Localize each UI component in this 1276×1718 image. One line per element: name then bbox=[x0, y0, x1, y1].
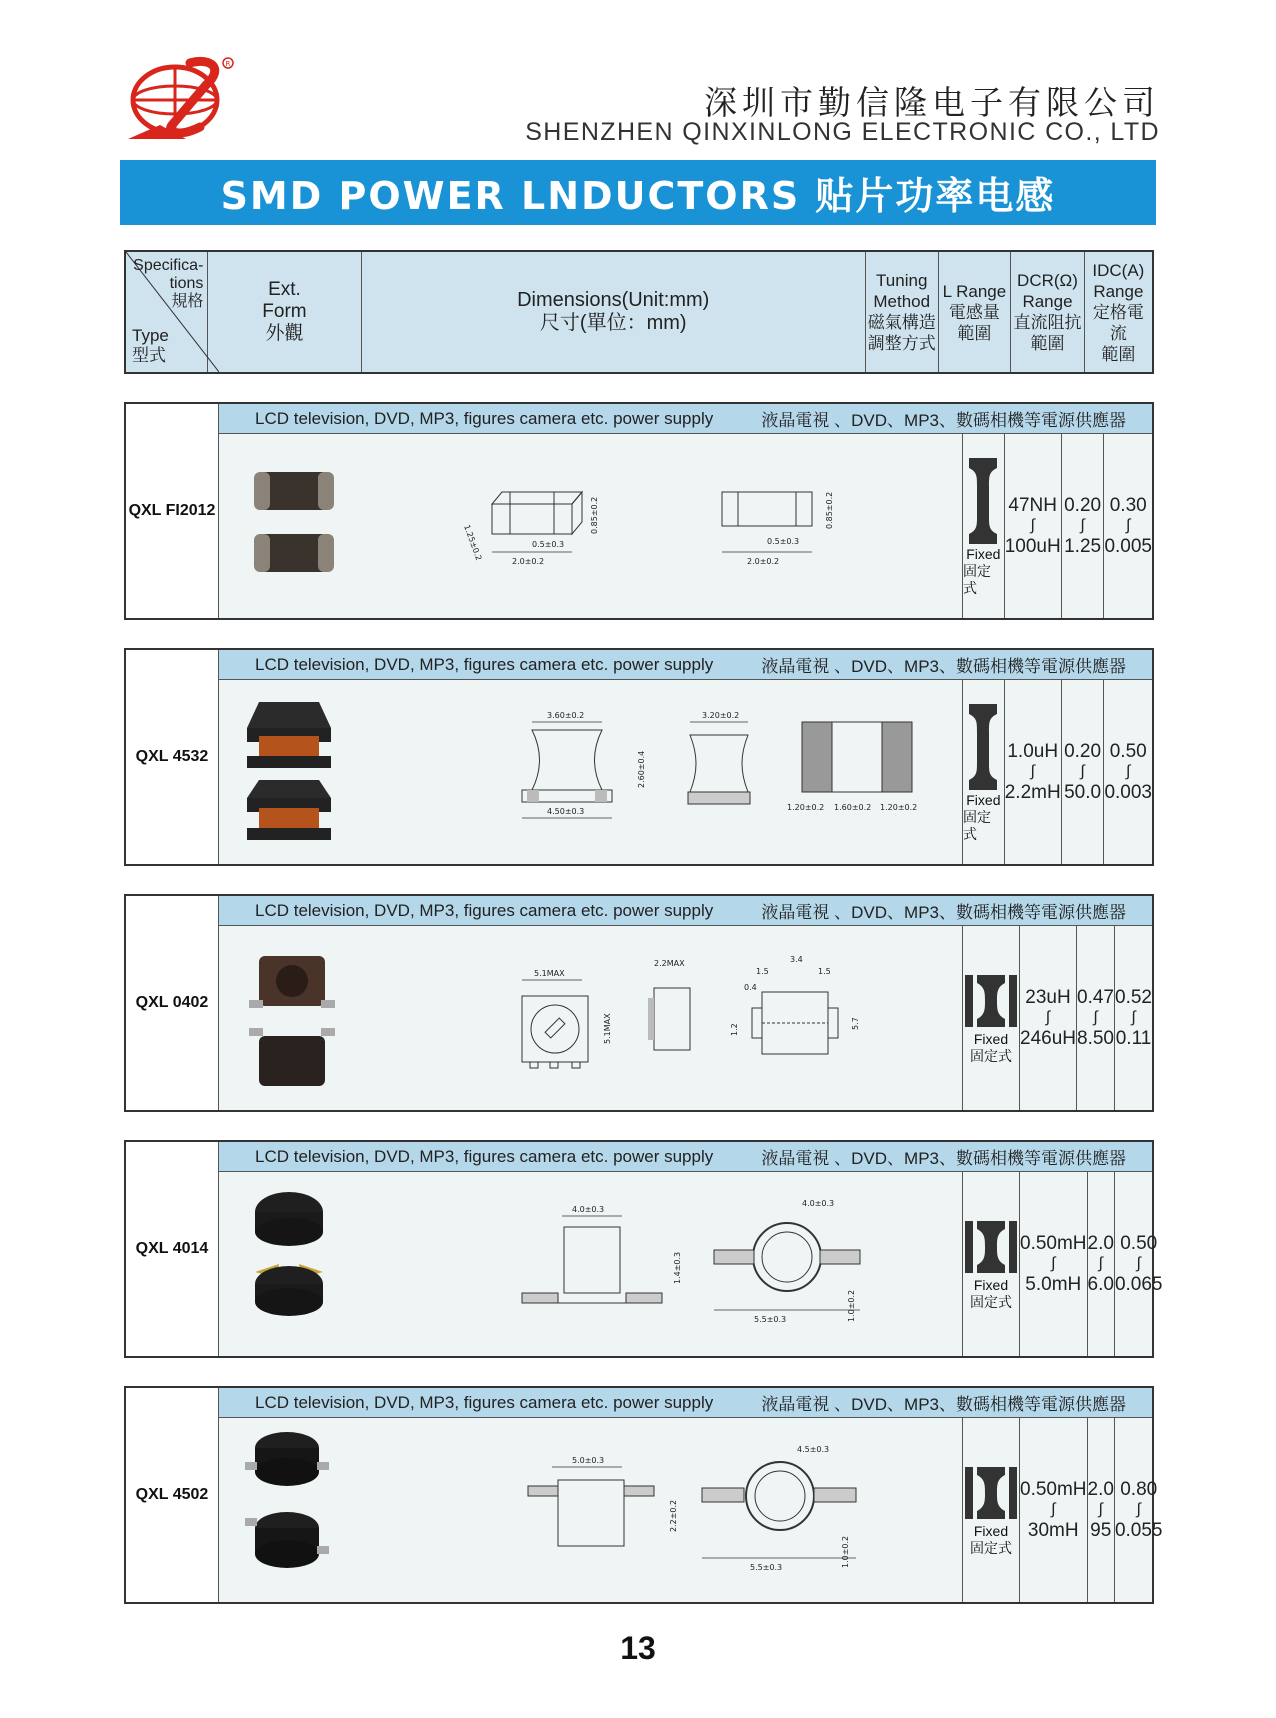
dimension-drawing bbox=[392, 926, 962, 1110]
dcr-label-line: 範圍 bbox=[1030, 334, 1065, 353]
dim-label: 1.20±0.2 bbox=[787, 803, 825, 812]
l-range-cell bbox=[1020, 926, 1077, 1110]
tuning-en: Fixed bbox=[966, 791, 1001, 808]
tuning-cn: 固定式 bbox=[970, 1294, 1012, 1310]
application-cn: 液晶電視 、DVD、MP3、數碼相機等電源供應器 bbox=[761, 903, 1126, 922]
dcr-range-cell bbox=[1077, 926, 1115, 1110]
dimension-drawing bbox=[392, 1418, 962, 1602]
dimension-drawing bbox=[392, 434, 962, 618]
range-symbol: ∫ bbox=[1051, 1255, 1056, 1272]
dim-label: 3.4 bbox=[790, 955, 803, 964]
dimension-drawing-svg bbox=[392, 680, 962, 866]
dcr-max: 1.25 bbox=[1064, 536, 1102, 557]
idc-max: 0.005 bbox=[1104, 536, 1152, 557]
ext-label-line: Ext. bbox=[268, 279, 301, 300]
idc-range-cell bbox=[1115, 926, 1152, 1110]
lrange-label-line: 範圍 bbox=[957, 323, 992, 343]
dcr-min: 0.20 bbox=[1064, 495, 1102, 516]
l-max: 30mH bbox=[1027, 1520, 1079, 1541]
dim-label: 1.20±0.2 bbox=[880, 803, 918, 812]
product-type: QXL 4014 bbox=[126, 1142, 219, 1356]
range-symbol: ∫ bbox=[1080, 517, 1085, 534]
dim-label: 1.0±0.2 bbox=[841, 1535, 850, 1568]
fixed-core-icon bbox=[963, 702, 1003, 792]
tuning-cn: 固定式 bbox=[970, 1540, 1012, 1556]
page-title: SMD POWER LNDUCTORS 贴片功率电感 bbox=[220, 174, 1056, 218]
idc-label-line: 範圍 bbox=[1101, 344, 1136, 364]
spec-table-header bbox=[124, 250, 1154, 374]
product-photo bbox=[219, 434, 392, 618]
tuning-method-cell bbox=[962, 680, 1005, 864]
tuning-en: Fixed bbox=[973, 1523, 1009, 1539]
idc-min: 0.80 bbox=[1120, 1479, 1158, 1500]
l-min: 0.50mH bbox=[1020, 1479, 1087, 1500]
dimensions-header bbox=[362, 252, 866, 372]
dimension-drawing-svg bbox=[392, 926, 962, 1112]
dim-label: 1.4±0.3 bbox=[673, 1251, 682, 1284]
dim-label: 4.5±0.3 bbox=[797, 1445, 830, 1454]
tuning-label-line: 調整方式 bbox=[867, 334, 936, 353]
dimension-drawing bbox=[392, 1172, 962, 1356]
spec-label-line: tions bbox=[169, 275, 204, 292]
dimension-drawing-svg bbox=[392, 1418, 962, 1604]
l-range-cell bbox=[1005, 434, 1062, 618]
l-max: 246uH bbox=[1020, 1028, 1076, 1049]
idc-min: 0.50 bbox=[1120, 1233, 1158, 1254]
dim-label: 5.0±0.3 bbox=[572, 1456, 605, 1465]
product-row bbox=[124, 648, 1154, 866]
application-en: LCD television, DVD, MP3, figures camera etc. power supply bbox=[255, 900, 714, 920]
product-row bbox=[124, 402, 1154, 620]
range-symbol: ∫ bbox=[1136, 1501, 1141, 1518]
product-body bbox=[219, 1418, 1163, 1602]
dcr-min: 0.47 bbox=[1077, 987, 1114, 1008]
l-max: 100uH bbox=[1004, 536, 1061, 557]
dim-label: 0.85±0.2 bbox=[825, 491, 834, 529]
product-body bbox=[219, 926, 1152, 1110]
product-body bbox=[219, 1172, 1163, 1356]
dcr-max: 8.50 bbox=[1077, 1028, 1114, 1049]
page-number: 13 bbox=[620, 1630, 656, 1666]
dim-label-line: Dimensions(Unit:mm) bbox=[517, 289, 710, 311]
range-symbol: ∫ bbox=[1126, 517, 1131, 534]
idc-min: 0.30 bbox=[1109, 495, 1147, 516]
shielded-inductor-image bbox=[219, 926, 392, 1112]
l-max: 5.0mH bbox=[1025, 1274, 1082, 1295]
idc-range-cell bbox=[1104, 434, 1152, 618]
tuning-method-cell bbox=[962, 434, 1005, 618]
idc-range-header bbox=[1085, 252, 1152, 372]
dim-label: 5.7 bbox=[851, 1017, 860, 1030]
dcr-min: 2.0 bbox=[1087, 1233, 1114, 1254]
product-type: QXL 4532 bbox=[126, 650, 219, 864]
application-cn: 液晶電視 、DVD、MP3、數碼相機等電源供應器 bbox=[761, 411, 1126, 430]
dimension-drawing-svg bbox=[392, 1172, 962, 1358]
application-strip bbox=[219, 1388, 1152, 1418]
range-symbol: ∫ bbox=[1030, 763, 1035, 780]
dcr-label-line: 直流阻抗 bbox=[1013, 313, 1082, 332]
application-cn: 液晶電視 、DVD、MP3、數碼相機等電源供應器 bbox=[761, 1149, 1126, 1168]
dim-label: 2.2MAX bbox=[654, 959, 685, 968]
tuning-label-line: Method bbox=[873, 292, 931, 311]
dcr-min: 0.20 bbox=[1064, 741, 1102, 762]
idc-min: 0.52 bbox=[1115, 987, 1152, 1008]
idc-label-line: IDC(A) bbox=[1092, 260, 1145, 280]
tuning-cn: 固定式 bbox=[963, 808, 991, 842]
idc-label-line: Range bbox=[1093, 281, 1144, 301]
range-symbol: ∫ bbox=[1080, 763, 1085, 780]
dim-label: 5.1MAX bbox=[534, 969, 565, 978]
drum-core-icon bbox=[963, 1217, 1019, 1277]
dcr-range-cell bbox=[1062, 434, 1105, 618]
spec-label-line: Specifica- bbox=[133, 257, 204, 274]
application-en: LCD television, DVD, MP3, figures camera etc. power supply bbox=[255, 1392, 714, 1412]
dimension-drawing bbox=[392, 680, 962, 864]
dcr-range-header bbox=[1011, 252, 1085, 372]
product-photo bbox=[219, 1172, 392, 1356]
dcr-max: 6.0 bbox=[1087, 1274, 1114, 1295]
application-en: LCD television, DVD, MP3, figures camera etc. power supply bbox=[255, 408, 714, 428]
dim-label: 1.5 bbox=[756, 967, 769, 976]
product-type: QXL 0402 bbox=[126, 896, 219, 1110]
dim-label: 4.50±0.3 bbox=[547, 807, 585, 816]
drum-core-icon bbox=[963, 1463, 1019, 1523]
product-photo bbox=[219, 680, 392, 864]
type-label-line: Type bbox=[132, 326, 169, 345]
idc-max: 0.11 bbox=[1115, 1028, 1152, 1049]
tuning-en: Fixed bbox=[973, 1277, 1009, 1293]
range-symbol: ∫ bbox=[1045, 1009, 1051, 1026]
dim-label: 0.5±0.3 bbox=[767, 537, 800, 546]
product-type: QXL FI2012 bbox=[126, 404, 219, 618]
tuning-method-header bbox=[866, 252, 939, 372]
l-range-cell bbox=[1005, 680, 1062, 864]
type-label bbox=[132, 326, 169, 366]
product-type: QXL 4502 bbox=[126, 1388, 219, 1602]
range-symbol: ∫ bbox=[1126, 763, 1131, 780]
l-range-cell bbox=[1020, 1172, 1088, 1356]
dim-label: 2.0±0.2 bbox=[512, 557, 545, 566]
dcr-max: 95 bbox=[1090, 1520, 1112, 1541]
svg-text:R: R bbox=[225, 60, 231, 68]
round-inductor-image bbox=[219, 1418, 392, 1604]
range-symbol: ∫ bbox=[1098, 1255, 1103, 1272]
dcr-label-line: DCR(Ω) bbox=[1017, 271, 1078, 290]
l-range-header bbox=[939, 252, 1012, 372]
dim-label: 1.0±0.2 bbox=[847, 1289, 856, 1322]
company-name-chinese: 深圳市勤信隆电子有限公司 bbox=[704, 83, 1160, 122]
dim-label: 2.2±0.2 bbox=[669, 1499, 678, 1532]
product-row bbox=[124, 1386, 1163, 1604]
specifications-label bbox=[133, 257, 203, 311]
l-min: 47NH bbox=[1008, 495, 1057, 516]
dim-label-line: 尺寸(單位：mm) bbox=[539, 312, 687, 334]
idc-range-cell bbox=[1115, 1172, 1163, 1356]
fixed-core-icon bbox=[963, 456, 1003, 546]
product-photo bbox=[219, 926, 392, 1110]
tuning-label-line: 磁氣構造 bbox=[867, 313, 936, 332]
dim-label: 0.5±0.3 bbox=[532, 540, 565, 549]
title-banner bbox=[120, 160, 1156, 225]
idc-max: 0.055 bbox=[1114, 1520, 1163, 1541]
idc-range-cell bbox=[1115, 1418, 1163, 1602]
dim-label: 0.85±0.2 bbox=[590, 496, 599, 534]
l-min: 0.50mH bbox=[1020, 1233, 1087, 1254]
application-en: LCD television, DVD, MP3, figures camera etc. power supply bbox=[255, 1146, 714, 1166]
product-body bbox=[219, 434, 1152, 618]
ext-label-line: 外觀 bbox=[265, 323, 304, 344]
l-max: 2.2mH bbox=[1004, 782, 1061, 803]
application-en: LCD television, DVD, MP3, figures camera etc. power supply bbox=[255, 654, 714, 674]
wirewound-inductor-image bbox=[219, 680, 392, 866]
range-symbol: ∫ bbox=[1030, 517, 1035, 534]
dcr-label-line: Range bbox=[1022, 292, 1073, 311]
tuning-en: Fixed bbox=[973, 1031, 1009, 1047]
tuning-cn: 固定式 bbox=[970, 1048, 1012, 1064]
tuning-method-cell bbox=[962, 926, 1020, 1110]
dim-label: 1.60±0.2 bbox=[834, 803, 872, 812]
idc-range-cell bbox=[1104, 680, 1152, 864]
dim-label: 3.60±0.2 bbox=[547, 711, 585, 720]
dcr-range-cell bbox=[1088, 1418, 1115, 1602]
dim-label: 2.60±0.4 bbox=[637, 750, 646, 788]
company-logo bbox=[120, 55, 240, 145]
dim-label: 1.25±0.2 bbox=[462, 523, 484, 562]
idc-max: 0.003 bbox=[1104, 782, 1152, 803]
range-symbol: ∫ bbox=[1051, 1501, 1056, 1518]
dim-label: 1.2 bbox=[730, 1023, 739, 1036]
round-inductor-image bbox=[219, 1172, 392, 1358]
page-header bbox=[120, 55, 1160, 150]
tuning-method-cell bbox=[962, 1172, 1020, 1356]
dim-label: 4.0±0.3 bbox=[802, 1199, 835, 1208]
range-symbol: ∫ bbox=[1093, 1009, 1098, 1026]
spec-label-line: 規格 bbox=[171, 293, 204, 310]
idc-min: 0.50 bbox=[1109, 741, 1147, 762]
tuning-label-line: Tuning bbox=[876, 271, 928, 290]
dcr-range-cell bbox=[1062, 680, 1105, 864]
idc-max: 0.065 bbox=[1114, 1274, 1163, 1295]
l-min: 23uH bbox=[1025, 987, 1071, 1008]
range-symbol: ∫ bbox=[1098, 1501, 1103, 1518]
tuning-cn: 固定式 bbox=[963, 562, 991, 596]
dim-label: 1.5 bbox=[818, 967, 831, 976]
l-min: 1.0uH bbox=[1007, 741, 1059, 762]
product-row bbox=[124, 894, 1154, 1112]
dim-label: 5.5±0.3 bbox=[754, 1315, 787, 1324]
lrange-label-line: L Range bbox=[942, 281, 1007, 301]
dim-label: 4.0±0.3 bbox=[572, 1205, 605, 1214]
application-strip bbox=[219, 650, 1152, 680]
type-spec-header-cell bbox=[126, 252, 208, 372]
product-photo bbox=[219, 1418, 392, 1602]
lrange-label-line: 電感量 bbox=[948, 302, 1000, 322]
ext-form-header bbox=[208, 252, 361, 372]
application-strip bbox=[219, 896, 1152, 926]
dim-label: 5.1MAX bbox=[603, 1013, 612, 1044]
dim-label: 2.0±0.2 bbox=[747, 557, 780, 566]
range-symbol: ∫ bbox=[1136, 1255, 1141, 1272]
chip-inductor-image bbox=[219, 434, 392, 620]
type-label-line: 型式 bbox=[132, 346, 166, 365]
drum-core-icon bbox=[963, 971, 1019, 1031]
dcr-min: 2.0 bbox=[1087, 1479, 1114, 1500]
dim-label: 5.5±0.3 bbox=[750, 1563, 783, 1572]
application-strip bbox=[219, 404, 1152, 434]
dim-label: 0.4 bbox=[744, 983, 757, 992]
product-row bbox=[124, 1140, 1163, 1358]
dim-label: 3.20±0.2 bbox=[702, 711, 740, 720]
tuning-en: Fixed bbox=[966, 545, 1001, 562]
dcr-range-cell bbox=[1088, 1172, 1115, 1356]
application-cn: 液晶電視 、DVD、MP3、數碼相機等電源供應器 bbox=[761, 657, 1126, 676]
l-range-cell bbox=[1020, 1418, 1088, 1602]
product-body bbox=[219, 680, 1152, 864]
dcr-max: 50.0 bbox=[1064, 782, 1102, 803]
application-strip bbox=[219, 1142, 1152, 1172]
company-name-english: SHENZHEN QINXINLONG ELECTRONIC CO., LTD bbox=[525, 118, 1160, 146]
tuning-method-cell bbox=[962, 1418, 1020, 1602]
application-cn: 液晶電視 、DVD、MP3、數碼相機等電源供應器 bbox=[761, 1395, 1126, 1414]
idc-label-line: 定格電流 bbox=[1092, 302, 1144, 343]
range-symbol: ∫ bbox=[1131, 1009, 1136, 1026]
ext-label-line: Form bbox=[262, 301, 307, 322]
dimension-drawing-svg bbox=[392, 434, 962, 620]
